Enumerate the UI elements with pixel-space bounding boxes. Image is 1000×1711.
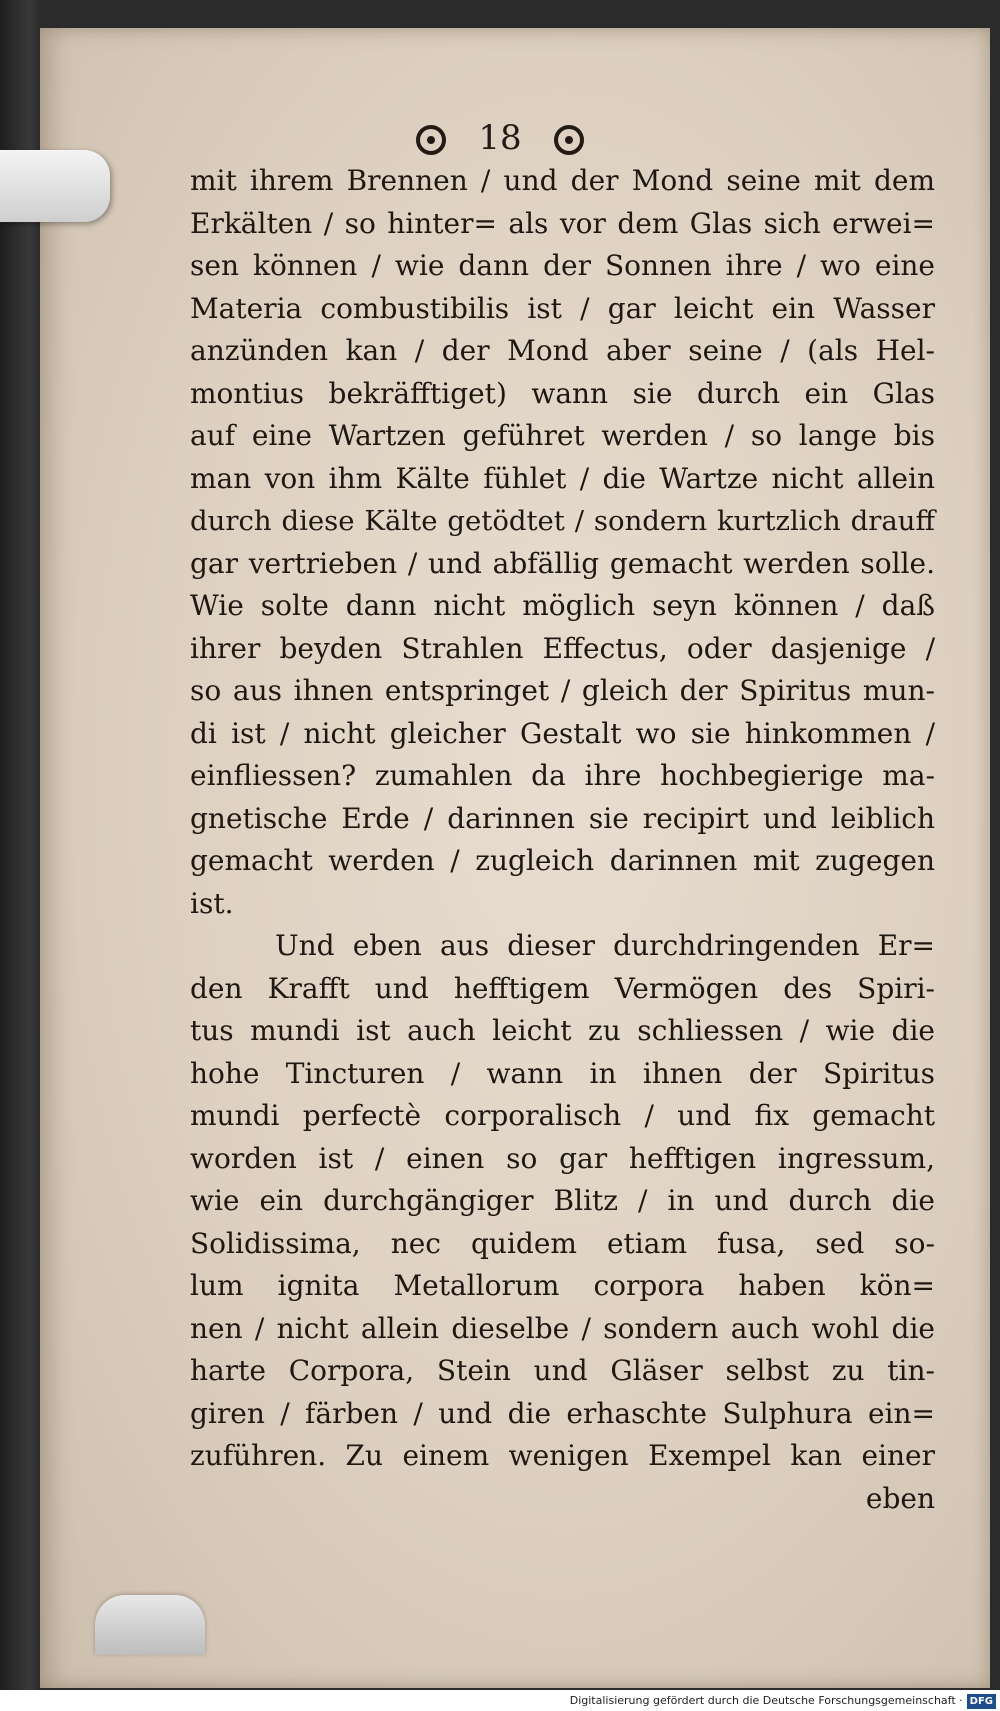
text-line: giren / färben / und die erhaschte Sulphura ein=: [190, 1396, 935, 1430]
page-header: [0, 118, 1000, 158]
text-line: lum ignita Metallorum corpora haben kön=: [190, 1269, 935, 1302]
body-text: [190, 160, 935, 1520]
text-line: mundi perfectè corporalisch / und fix gemacht: [190, 1099, 935, 1132]
text-line: mit ihrem Brennen / und der Mond seine mit dem: [190, 164, 935, 197]
text-line: den Krafft und hefftigem Vermögen des Spiri-: [190, 971, 935, 1005]
text-line: Solidissima, nec quidem etiam fusa, sed so-: [190, 1226, 935, 1260]
text-line: montius bekräfftiget) wann sie durch ein Glas: [190, 376, 935, 410]
text-line: hohe Tincturen / wann in ihnen der Spiritus: [190, 1056, 935, 1090]
text-line: harte Corpora, Stein und Gläser selbst zu tin-: [190, 1354, 935, 1387]
text-line: man von ihm Kälte fühlet / die Wartze nicht allein: [190, 461, 935, 495]
text-line: ist.: [190, 886, 234, 920]
text-line: so aus ihnen entspringet / gleich der Spiritus mun-: [190, 674, 935, 707]
text-line: durch diese Kälte getödtet / sondern kurtzlich drauff: [190, 505, 935, 537]
catchword: eben: [865, 1481, 935, 1515]
text-line: Materia combustibilis ist / gar leicht ein Wasser: [190, 291, 935, 325]
digitization-footer: [0, 1690, 1000, 1711]
text-line: anzünden kan / der Mond aber seine / (als Hel-: [190, 334, 935, 367]
page-clip-bottom: [95, 1595, 205, 1655]
page-number: 18: [478, 118, 522, 158]
text-line: einfliessen? zumahlen da ihre hochbegierige ma-: [190, 759, 935, 792]
text-line: worden ist / einen so gar hefftigen ingressum,: [190, 1141, 935, 1175]
text-line: tus mundi ist auch leicht zu schliessen / wie die: [190, 1014, 935, 1047]
text-line: gemacht werden / zugleich darinnen mit zugegen: [190, 844, 935, 877]
dfg-logo: DFG: [967, 1694, 996, 1709]
text-line: Erkälten / so hinter= als vor dem Glas sich erwei=: [190, 206, 935, 240]
text-line: zuführen. Zu einem wenigen Exempel kan einer: [190, 1439, 935, 1472]
ornament-left-icon: [416, 125, 446, 155]
text-line: nen / nicht allein dieselbe / sondern auch wohl die: [190, 1311, 935, 1345]
page-clip: [0, 150, 110, 222]
text-line: di ist / nicht gleicher Gestalt wo sie hinkommen /: [190, 716, 935, 750]
text-line: gar vertrieben / und abfällig gemacht werden solle.: [190, 546, 935, 580]
footer-credit: Digitalisierung gefördert durch die Deutsche Forschungsgemeinschaft ·: [569, 1694, 963, 1707]
text-line: wie ein durchgängiger Blitz / in und durch die: [190, 1184, 935, 1217]
text-line: ihrer beyden Strahlen Effectus, oder dasjenige /: [190, 631, 935, 665]
text-line: auf eine Wartzen geführet werden / so lange bis: [190, 419, 935, 452]
text-line: gnetische Erde / darinnen sie recipirt und leiblich: [190, 801, 935, 835]
ornament-right-icon: [554, 125, 584, 155]
text-line: sen können / wie dann der Sonnen ihre / wo eine: [190, 249, 935, 282]
text-line: Wie solte dann nicht möglich seyn können / daß: [190, 589, 935, 622]
text-line: Und eben aus dieser durchdringenden Er=: [275, 929, 935, 962]
